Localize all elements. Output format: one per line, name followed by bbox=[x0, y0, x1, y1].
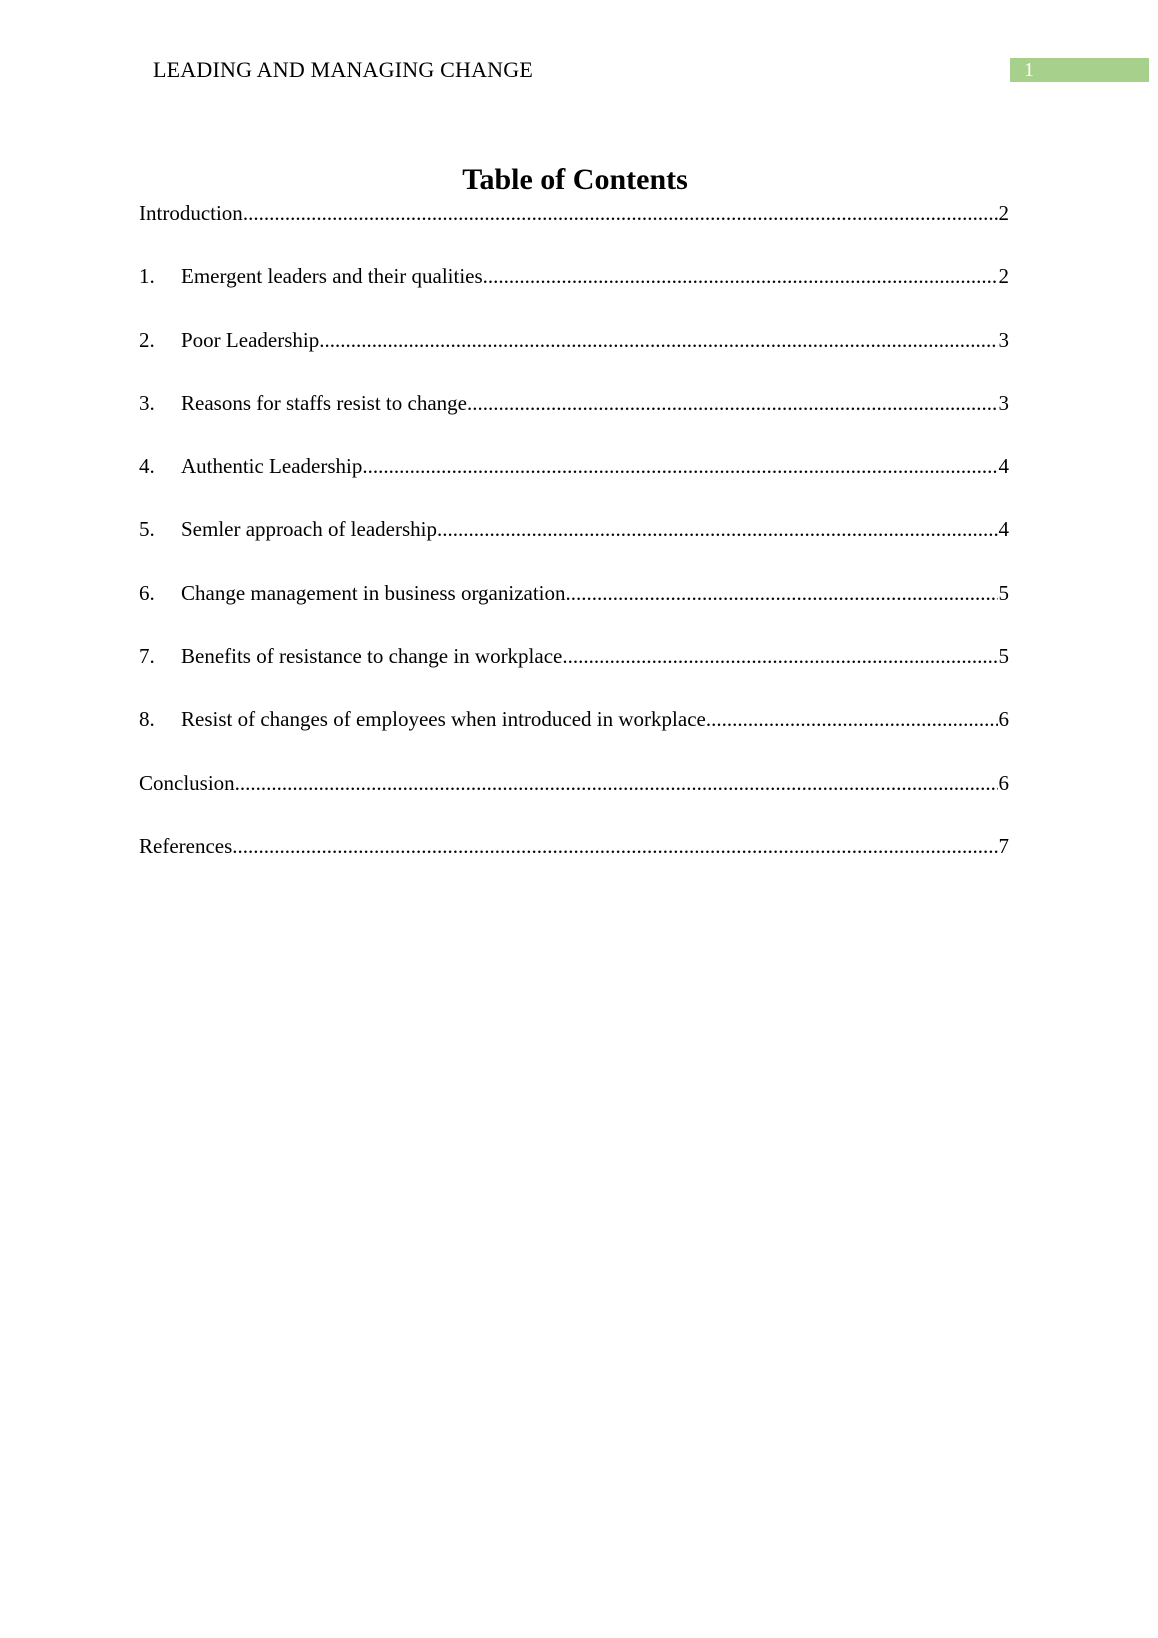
toc-dot-leader bbox=[235, 768, 998, 798]
toc-entry-number: 8. bbox=[139, 707, 155, 732]
toc-entry-page: 4 bbox=[998, 454, 1009, 479]
page-number: 1 bbox=[1024, 59, 1034, 81]
toc-entry-number: 2. bbox=[139, 327, 155, 352]
toc-entry-label: Conclusion bbox=[139, 770, 235, 795]
toc-entry-page: 2 bbox=[998, 201, 1009, 225]
toc-entry-label: Introduction bbox=[139, 201, 243, 225]
toc-entry-conclusion[interactable] bbox=[139, 768, 1009, 831]
toc-dot-leader bbox=[562, 641, 997, 671]
toc-entry-page: 3 bbox=[998, 327, 1009, 352]
toc-entry-resist-changes-employees[interactable] bbox=[139, 704, 1009, 767]
toc-entry-page: 7 bbox=[998, 833, 1009, 858]
toc-entry-label: Resist of changes of employees when introduced in workplace bbox=[181, 707, 706, 732]
toc-entry-label: References bbox=[139, 833, 233, 858]
toc-entry-number: 6. bbox=[139, 580, 155, 605]
toc-dot-leader bbox=[483, 261, 998, 291]
page-number-badge bbox=[1010, 58, 1149, 82]
toc-dot-leader bbox=[437, 514, 998, 544]
toc-entry-page: 3 bbox=[998, 390, 1009, 415]
toc-entry-number: 7. bbox=[139, 644, 155, 669]
running-header-title: LEADING AND MANAGING CHANGE bbox=[153, 57, 533, 82]
toc-entry-number: 4. bbox=[139, 454, 155, 479]
toc-entry-semler-approach[interactable] bbox=[139, 514, 1009, 577]
toc-entry-benefits-resistance[interactable] bbox=[139, 641, 1009, 704]
toc-entry-number: 1. bbox=[139, 264, 155, 289]
toc-entry-reasons-resist-change[interactable] bbox=[139, 388, 1009, 451]
toc-entry-number: 5. bbox=[139, 517, 155, 542]
toc-entry-label: Poor Leadership bbox=[181, 327, 320, 352]
toc-entry-page: 4 bbox=[998, 517, 1009, 542]
toc-entry-poor-leadership[interactable] bbox=[139, 325, 1009, 388]
toc-heading: Table of Contents bbox=[462, 163, 688, 196]
toc-entry-authentic-leadership[interactable] bbox=[139, 451, 1009, 514]
toc-dot-leader bbox=[566, 578, 998, 608]
toc-dot-leader bbox=[362, 451, 997, 481]
toc-entry-label: Benefits of resistance to change in workplace bbox=[181, 644, 563, 669]
toc-entry-number: 3. bbox=[139, 390, 155, 415]
toc-entry-emergent-leaders[interactable] bbox=[139, 261, 1009, 324]
toc-entry-page: 5 bbox=[998, 644, 1009, 669]
toc-dot-leader bbox=[243, 198, 998, 228]
toc-entry-label: Emergent leaders and their qualities bbox=[181, 264, 483, 289]
toc-entry-page: 2 bbox=[998, 264, 1009, 289]
toc-entry-label: Authentic Leadership bbox=[181, 454, 363, 479]
toc-entry-references[interactable] bbox=[139, 831, 1009, 894]
toc-dot-leader bbox=[467, 388, 998, 418]
toc-entry-label: Semler approach of leadership bbox=[181, 517, 437, 542]
toc-entry-label: Reasons for staffs resist to change bbox=[181, 390, 467, 415]
toc-dot-leader bbox=[232, 831, 997, 861]
toc-entry-label: Change management in business organization bbox=[181, 580, 566, 605]
toc-entry-change-management[interactable] bbox=[139, 578, 1009, 641]
toc-entry-page: 5 bbox=[998, 580, 1009, 605]
table-of-contents bbox=[139, 198, 1009, 894]
toc-entry-introduction[interactable] bbox=[139, 198, 1009, 261]
toc-dot-leader bbox=[706, 704, 998, 734]
toc-entry-page: 6 bbox=[998, 770, 1009, 795]
toc-dot-leader bbox=[319, 325, 997, 355]
toc-entry-page: 6 bbox=[998, 707, 1009, 732]
